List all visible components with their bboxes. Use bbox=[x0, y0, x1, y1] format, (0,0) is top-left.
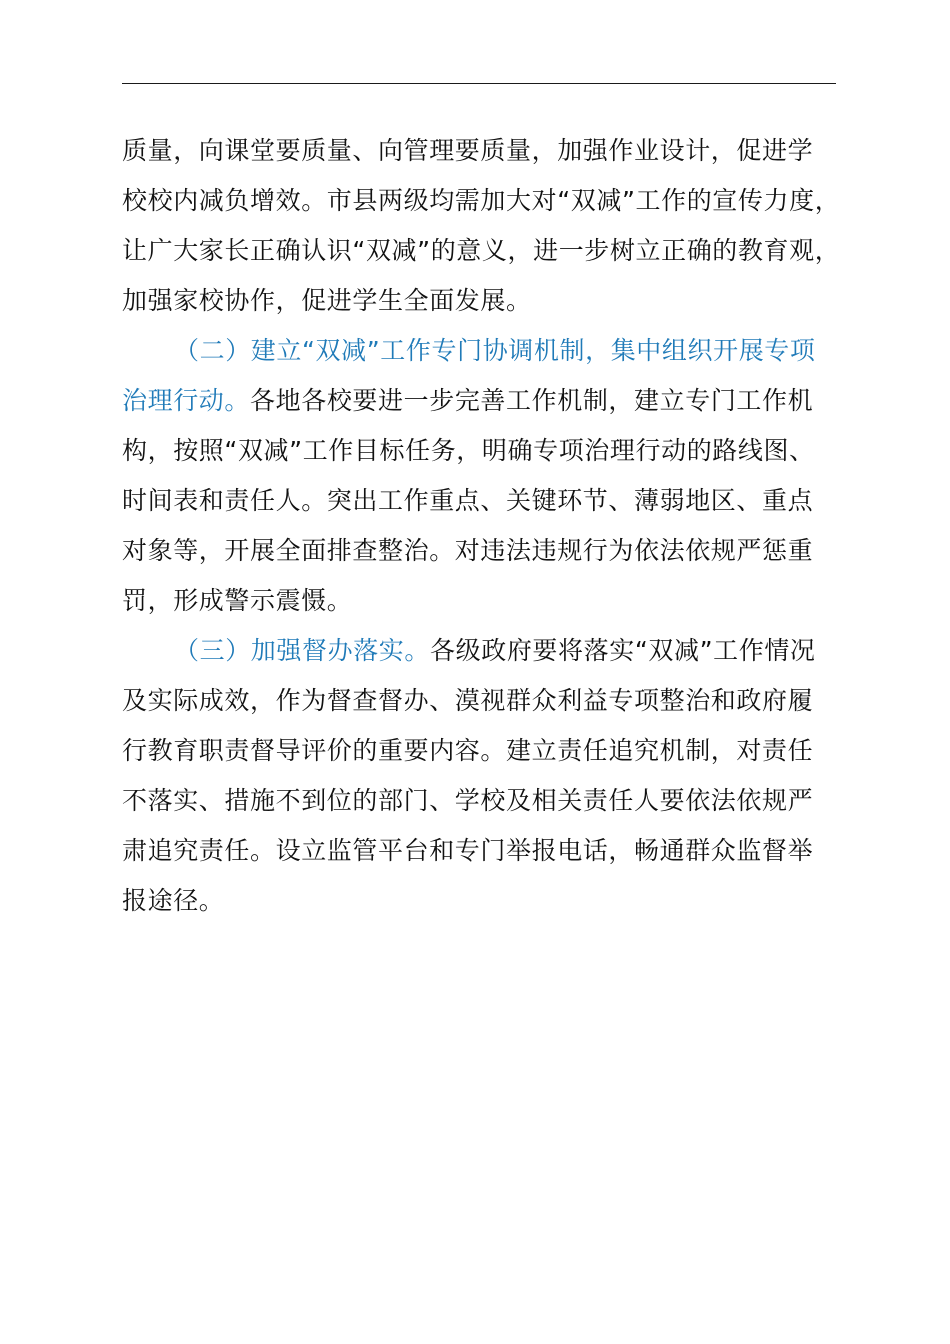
text-line: 校校内减负增效。市县两级均需加大对“双减”工作的宣传力度， bbox=[122, 186, 841, 215]
text-line: 行教育职责督导评价的重要内容。建立责任追究机制，对责任 bbox=[122, 736, 814, 765]
text-line: 不落实、措施不到位的部门、学校及相关责任人要依法依规严 bbox=[122, 786, 814, 815]
text-line: 及实际成效，作为督查督办、漠视群众利益专项整治和政府履 bbox=[122, 686, 814, 715]
document-body bbox=[122, 126, 862, 926]
text-line: 肃追究责任。设立监管平台和专门举报电话，畅通群众监督举 bbox=[122, 836, 814, 865]
text-line: 让广大家长正确认识“双减”的意义，进一步树立正确的教育观， bbox=[122, 236, 841, 265]
text-line: 罚，形成警示震慑。 bbox=[122, 586, 353, 615]
text-line: 对象等，开展全面排查整治。对违法违规行为依法依规严惩重 bbox=[122, 536, 814, 565]
text-line: 治理行动。各地各校要进一步完善工作机制，建立专门工作机 bbox=[122, 386, 814, 415]
text-line: 报途径。 bbox=[122, 886, 225, 915]
text-line: 时间表和责任人。突出工作重点、关键环节、薄弱地区、重点 bbox=[122, 486, 814, 515]
section-heading-2: （二）建立“双减”工作专门协调机制，集中组织开展专项 bbox=[174, 336, 816, 365]
section-heading-2-tail: 治理行动。 bbox=[122, 386, 251, 415]
section-heading-3: （三）加强督办落实。各级政府要将落实“双减”工作情况 bbox=[174, 636, 816, 665]
header-rule bbox=[122, 83, 836, 84]
text-line: 构，按照“双减”工作目标任务，明确专项治理行动的路线图、 bbox=[122, 436, 815, 465]
text-line: 质量，向课堂要质量、向管理要质量，加强作业设计，促进学 bbox=[122, 136, 814, 165]
text-line: 加强家校协作，促进学生全面发展。 bbox=[122, 286, 532, 315]
